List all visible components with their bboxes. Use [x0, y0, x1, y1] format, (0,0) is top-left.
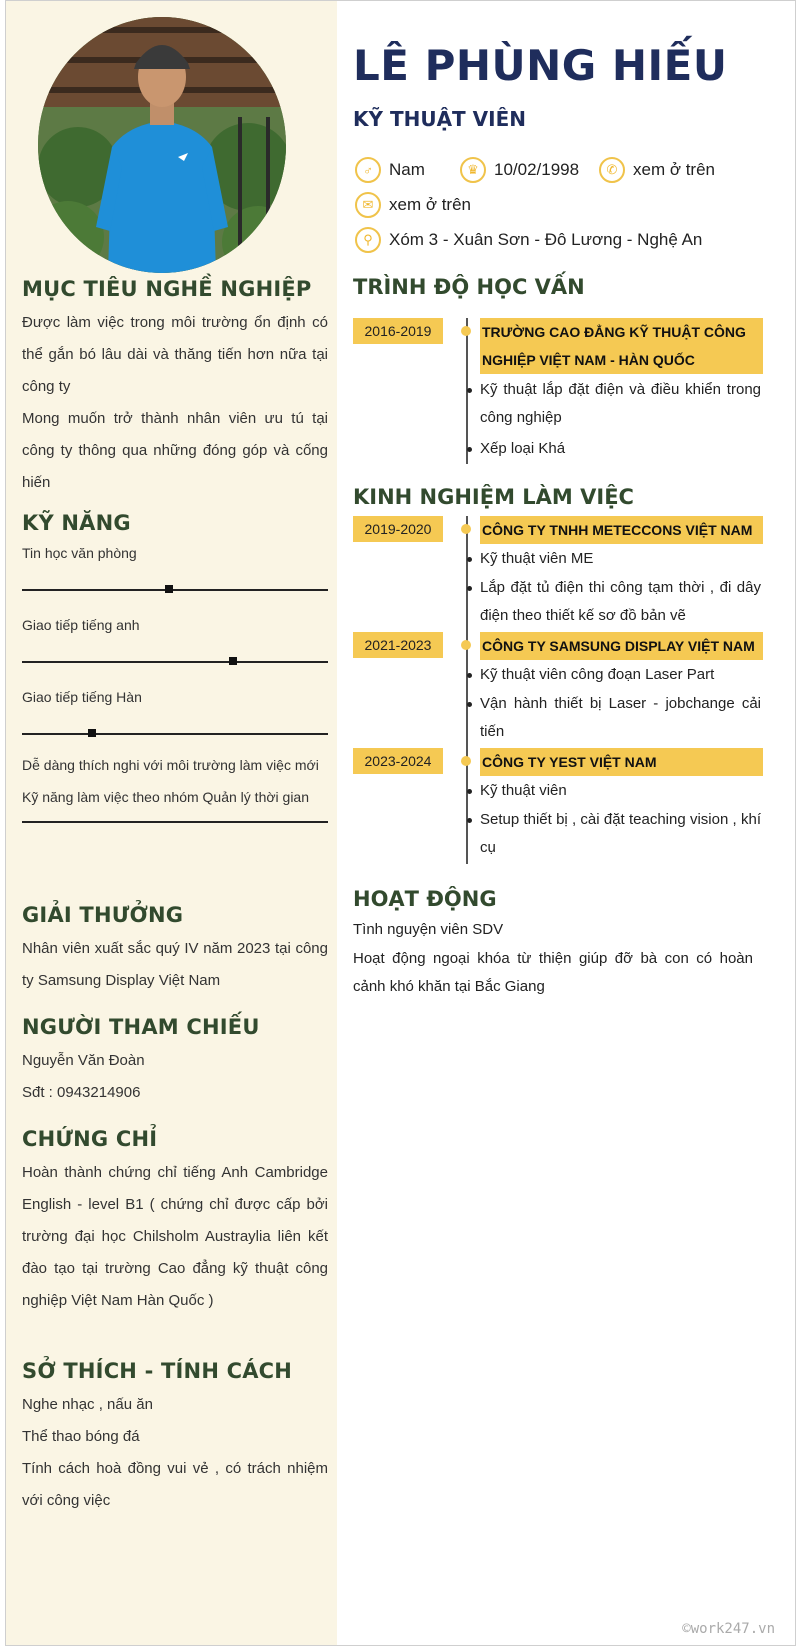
skill-bar — [22, 661, 328, 663]
contact-address — [355, 227, 702, 253]
map-pin-icon: ⚲ — [355, 227, 381, 253]
timeline-dot — [461, 640, 471, 650]
reference-name: Nguyễn Văn Đoàn — [22, 1052, 145, 1069]
phone-icon: ✆ — [599, 157, 625, 183]
hobby-line: Tính cách hoà đồng vui vẻ , có trách nhiệm với công việc — [22, 1460, 328, 1509]
experience-item: Kỹ thuật viên ME — [480, 545, 761, 573]
hobbies-title: SỞ THÍCH - TÍNH CÁCH — [22, 1359, 293, 1383]
certificates-section — [22, 1127, 328, 1317]
contact-email — [355, 192, 471, 218]
skill-item — [22, 545, 328, 591]
birthday-value: 10/02/1998 — [494, 160, 580, 179]
experience-years: 2019-2020 — [353, 516, 443, 542]
objective-title: MỤC TIÊU NGHỀ NGHIỆP — [22, 277, 312, 301]
reference-phone: Sđt : 0943214906 — [22, 1084, 141, 1101]
skill-item — [22, 617, 328, 663]
hobbies-section — [22, 1359, 328, 1517]
skill-level-knob — [88, 729, 96, 737]
experience-org: CÔNG TY TNHH METECCONS VIỆT NAM — [480, 516, 763, 544]
contact-birthday — [460, 157, 579, 183]
mail-icon: ✉ — [355, 192, 381, 218]
education-item: Kỹ thuật lắp đặt điện và điều khiển trong công nghiệp — [480, 376, 761, 432]
skill-level-knob — [165, 585, 173, 593]
activities-role: Tình nguyện viên SDV — [353, 921, 504, 938]
skills-title: KỸ NĂNG — [22, 511, 131, 535]
contact-gender — [355, 157, 425, 183]
timeline-line — [466, 516, 468, 864]
awards-section — [22, 903, 328, 997]
references-title: NGƯỜI THAM CHIẾU — [22, 1015, 260, 1039]
watermark: ©work247.vn — [682, 1621, 775, 1637]
skill-bar — [22, 589, 328, 591]
education-title: TRÌNH ĐỘ HỌC VẤN — [353, 275, 585, 299]
skills-section — [22, 511, 328, 823]
contact-phone — [599, 157, 715, 183]
activities-text: Hoạt động ngoại khóa từ thiện giúp đỡ bà con có hoàn cảnh khó khăn tại Bắc Giang — [353, 950, 753, 995]
experience-org: CÔNG TY SAMSUNG DISPLAY VIỆT NAM — [480, 632, 763, 660]
job-title: KỸ THUẬT VIÊN — [353, 107, 526, 131]
experience-years: 2023-2024 — [353, 748, 443, 774]
certificates-text: Hoàn thành chứng chỉ tiếng Anh Cambridge English - level B1 ( chứng chỉ được cấp bởi trường đại học Chilsholm Austraylia liên kết đào tạo tại trường Cao đẳng kỹ thuật công nghiệp Việt Nam Hàn Quốc ) — [22, 1164, 328, 1309]
left-sidebar — [6, 1, 337, 1645]
education-item: Xếp loại Khá — [480, 435, 761, 463]
skills-note: Dễ dàng thích nghi với môi trường làm việc mới Kỹ năng làm việc theo nhóm Quản lý thời gian — [22, 757, 319, 805]
objective-section — [22, 277, 328, 499]
skill-name: Tin học văn phòng — [22, 545, 137, 561]
certificates-title: CHỨNG CHỈ — [22, 1127, 158, 1151]
experience-title: KINH NGHIỆM LÀM VIỆC — [353, 485, 634, 509]
avatar — [38, 17, 286, 273]
experience-item: Kỹ thuật viên — [480, 777, 761, 805]
cv-page — [5, 0, 796, 1646]
timeline-dot — [461, 756, 471, 766]
phone-value: xem ở trên — [633, 160, 716, 179]
gender-icon: ♂ — [355, 157, 381, 183]
skill-item — [22, 689, 328, 735]
skill-bar — [22, 733, 328, 735]
skill-name: Giao tiếp tiếng anh — [22, 617, 140, 633]
experience-item: Lắp đặt tủ điện thi công tạm thời , đi dây điện theo thiết kế sơ đồ bản vẽ — [480, 574, 761, 630]
awards-text: Nhân viên xuất sắc quý IV năm 2023 tại công ty Samsung Display Việt Nam — [22, 940, 328, 989]
gender-value: Nam — [389, 160, 425, 179]
section-divider — [22, 821, 328, 823]
activities-title: HOẠT ĐỘNG — [353, 887, 497, 911]
skill-name: Giao tiếp tiếng Hàn — [22, 689, 142, 705]
experience-item: Vận hành thiết bị Laser - jobchange cải tiến — [480, 690, 761, 746]
avatar-photo — [38, 17, 286, 273]
objective-line: Được làm việc trong môi trường ổn định có thể gắn bó lâu dài và thăng tiến hơn nữa tại công ty — [22, 314, 328, 395]
experience-org: CÔNG TY YEST VIỆT NAM — [480, 748, 763, 776]
references-section — [22, 1015, 328, 1109]
address-value: Xóm 3 - Xuân Sơn - Đô Lương - Nghệ An — [389, 230, 703, 249]
hobby-line: Thể thao bóng đá — [22, 1428, 140, 1445]
cake-icon: ♛ — [460, 157, 486, 183]
education-org: TRƯỜNG CAO ĐẲNG KỸ THUẬT CÔNG NGHIỆP VIỆT NAM - HÀN QUỐC — [480, 318, 763, 374]
experience-item: Setup thiết bị , cài đặt teaching vision , khí cụ — [480, 806, 761, 862]
candidate-name: LÊ PHÙNG HIẾU — [353, 41, 728, 90]
education-years: 2016-2019 — [353, 318, 443, 344]
hobby-line: Nghe nhạc , nấu ăn — [22, 1396, 153, 1413]
main-content — [337, 1, 795, 1645]
skill-level-knob — [229, 657, 237, 665]
experience-years: 2021-2023 — [353, 632, 443, 658]
email-value: xem ở trên — [389, 195, 472, 214]
experience-item: Kỹ thuật viên công đoạn Laser Part — [480, 661, 761, 689]
awards-title: GIẢI THƯỞNG — [22, 903, 184, 927]
timeline-dot — [461, 326, 471, 336]
timeline-dot — [461, 524, 471, 534]
objective-line: Mong muốn trở thành nhân viên ưu tú tại công ty thông qua những đóng góp và cống hiến — [22, 410, 328, 491]
